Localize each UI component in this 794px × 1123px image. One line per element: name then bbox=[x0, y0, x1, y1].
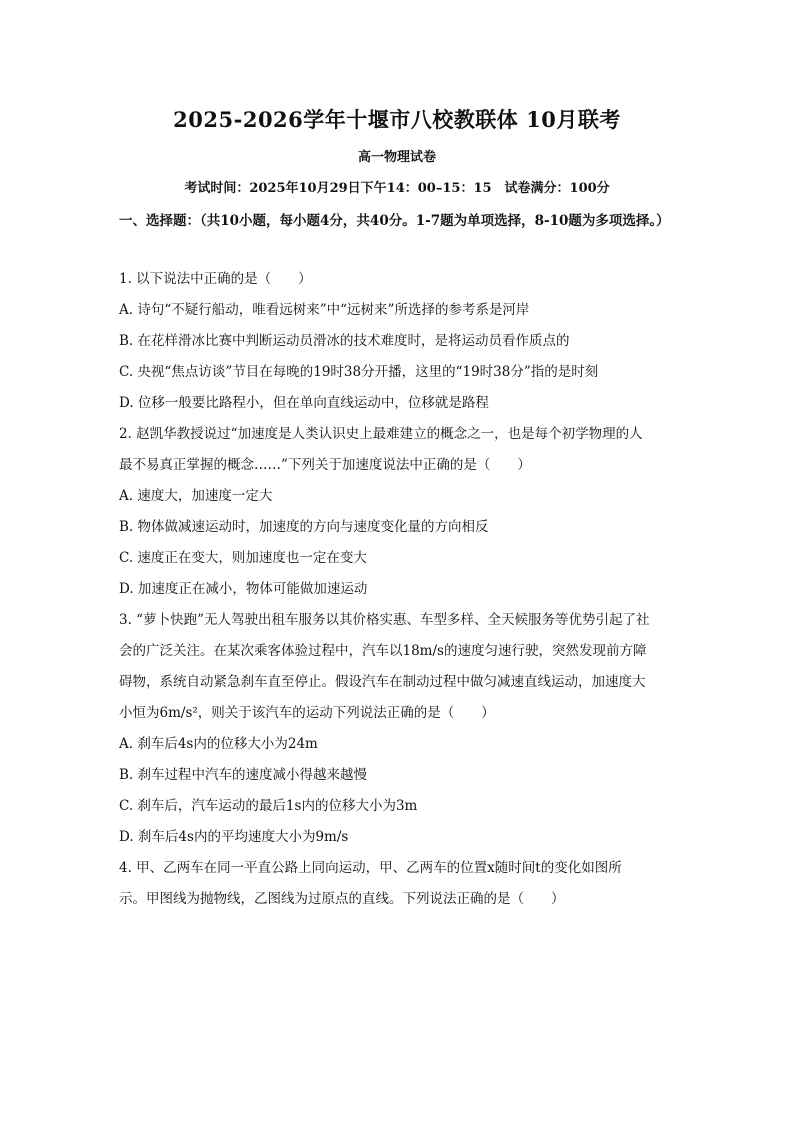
answer-option: B. 物体做减速运动时，加速度的方向与速度变化量的方向相反 bbox=[119, 519, 489, 535]
answer-option: A. 诗句“不疑行船动，唯看远树来”中“远树来”所选择的参考系是河岸 bbox=[119, 302, 530, 318]
answer-option: A. 速度大，加速度一定大 bbox=[119, 488, 273, 504]
exam-subtitle: 高一物理试卷 bbox=[357, 150, 436, 165]
answer-option: C. 央视“焦点访谈”节目在每晚的19时38分开播，这里的“19时38分”指的是时刻 bbox=[119, 364, 599, 380]
question-3 bbox=[119, 605, 679, 853]
exam-info: 考试时间：2025年10月29日下午14：00–15：15 试卷满分：100分 bbox=[184, 181, 610, 196]
answer-option: D. 刹车后4s内的平均速度大小为9m/s bbox=[119, 829, 349, 845]
question-2 bbox=[119, 419, 679, 605]
question-stem-line: 小恒为6m/s²，则关于该汽车的运动下列说法正确的是（ ） bbox=[119, 705, 495, 721]
answer-option: A. 刹车后4s内的位移大小为24m bbox=[119, 736, 318, 752]
section-heading: 一、选择题：（共10小题，每小题4分，共40分。1-7题为单项选择，8-10题为多项选择。） bbox=[119, 213, 670, 229]
answer-option: B. 刹车过程中汽车的速度减小得越来越慢 bbox=[119, 767, 368, 783]
answer-option: D. 加速度正在减小，物体可能做加速运动 bbox=[119, 581, 368, 597]
question-stem-line: 会的广泛关注。在某次乘客体验过程中，汽车以18m/s的速度匀速行驶，突然发现前方障 bbox=[119, 643, 647, 659]
question-stem-line: 3. “萝卜快跑”无人驾驶出租车服务以其价格实惠、车型多样、全天候服务等优势引起了社 bbox=[119, 612, 650, 628]
question-1 bbox=[119, 264, 679, 419]
question-stem-line: 4. 甲、乙两车在同一平直公路上同向运动，甲、乙两车的位置x随时间t的变化如图所 bbox=[119, 860, 622, 876]
question-list bbox=[119, 264, 679, 915]
question-stem-line: 示。甲图线为抛物线，乙图线为过原点的直线。下列说法正确的是（ ） bbox=[119, 891, 565, 907]
question-stem-line: 2. 赵凯华教授说过“加速度是人类认识史上最难建立的概念之一，也是每个初学物理的人 bbox=[119, 426, 643, 442]
answer-option: B. 在花样滑冰比赛中判断运动员滑冰的技术难度时，是将运动员看作质点的 bbox=[119, 333, 570, 349]
exam-title: 2025-2026学年十堰市八校教联体 10月联考 bbox=[173, 107, 621, 132]
question-stem-line: 1. 以下说法中正确的是（ ） bbox=[119, 271, 312, 287]
question-4 bbox=[119, 853, 679, 915]
question-stem-line: 最不易真正掌握的概念……”下列关于加速度说法中正确的是（ ） bbox=[119, 457, 531, 473]
answer-option: C. 刹车后，汽车运动的最后1s内的位移大小为3m bbox=[119, 798, 418, 814]
question-stem-line: 碍物，系统自动紧急刹车直至停止。假设汽车在制动过程中做匀减速直线运动，加速度大 bbox=[119, 674, 646, 690]
answer-option: C. 速度正在变大，则加速度也一定在变大 bbox=[119, 550, 367, 566]
answer-option: D. 位移一般要比路程小，但在单向直线运动中，位移就是路程 bbox=[119, 395, 489, 411]
